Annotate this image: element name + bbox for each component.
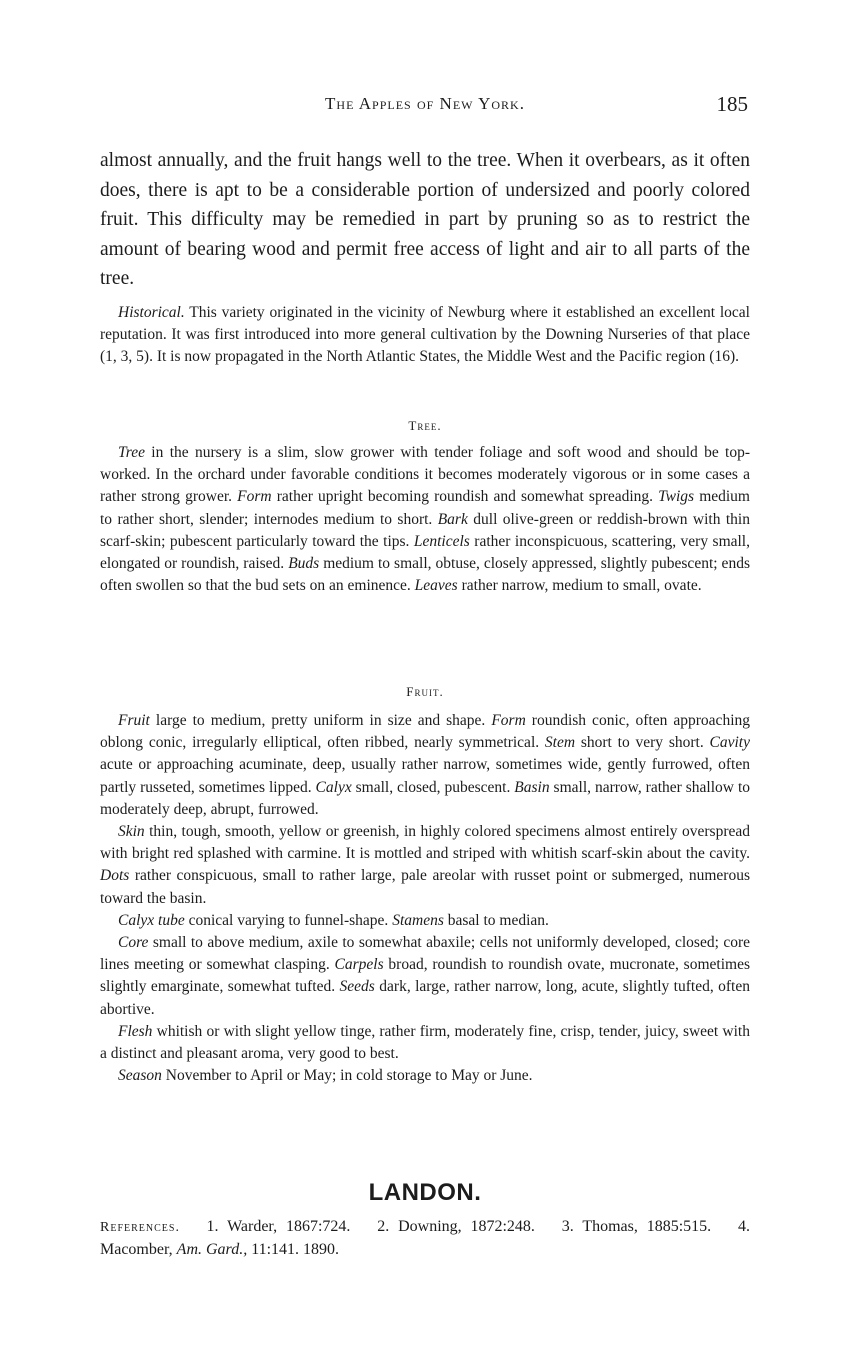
term: Bark	[437, 510, 468, 528]
reference-number: 3.	[561, 1218, 574, 1235]
tree-section	[100, 442, 750, 597]
page-header	[100, 92, 750, 122]
term: Buds	[288, 555, 320, 573]
variety-title: LANDON.	[368, 1179, 482, 1206]
description: small, narrow, rather shallow to moderately deep, abrupt, furrowed.	[100, 778, 750, 818]
tree-paragraph	[100, 442, 750, 597]
running-title: The Apples of New York.	[325, 94, 525, 113]
fruit-heading: Fruit.	[406, 684, 444, 699]
skin-paragraph	[100, 821, 750, 910]
fruit-paragraph	[100, 710, 750, 821]
term: Leaves	[414, 577, 458, 595]
description: small, closed, pubescent.	[351, 778, 515, 796]
page-number: 185	[716, 92, 748, 116]
description: roundish conic, often approaching oblong conic, irregularly elliptical, often ribbed, nearly symmetrical.	[100, 712, 750, 752]
references	[100, 1216, 750, 1261]
description: small to above medium, axile to somewhat abaxile; cells not uniformly developed, closed; core lines meeting or somewhat clasping.	[100, 934, 750, 974]
description: rather narrow, medium to small, ovate.	[457, 577, 702, 595]
description: broad, roundish to roundish ovate, mucronate, sometimes slightly emarginate, somewhat tufted.	[100, 956, 750, 996]
calyx-tube-paragraph	[100, 910, 750, 932]
reference-number: 1.	[206, 1218, 219, 1235]
term: Lenticels	[413, 532, 470, 550]
reference-item	[562, 1218, 711, 1235]
description: dull olive-green or reddish-brown with thin scarf-skin; pubescent particularly toward the tips.	[100, 510, 750, 550]
season-paragraph	[100, 1065, 750, 1087]
lead-paragraph: almost annually, and the fruit hangs well to the tree. When it overbears, as it often does, there is apt to be a considerable portion of undersized and poorly colored fruit. This difficulty may be remedied in part by pruning so as to restrict the amount of bearing wood and permit free access of light and air to all parts of the tree.	[100, 150, 750, 290]
term: Tree	[118, 444, 145, 461]
description: medium to small, obtuse, closely appressed, slightly pubescent; ends often swollen so that the bud sets on an eminence.	[100, 555, 750, 595]
term: Fruit	[118, 712, 150, 729]
historical-paragraph	[100, 302, 750, 369]
references-label: References.	[100, 1220, 180, 1235]
reference-item	[377, 1218, 535, 1235]
term: Form	[491, 712, 526, 729]
historical-text: This variety originated in the vicinity of Newburg where it established an excellent local reputation. It was first introduced into more general cultivation by the Downing Nurseries of that place (1, 3, 5). It is now propagated in the North Atlantic States, the Middle West and the Pacific region (16).	[100, 304, 750, 366]
description: in the nursery is a slim, slow grower with tender foliage and soft wood and should be top-worked. In the orchard under favorable conditions it becomes moderately vigorous or in some cases a rather strong grower.	[100, 444, 750, 506]
description: basal to median.	[443, 911, 549, 929]
tree-heading: Tree.	[408, 418, 442, 433]
historical-term: Historical.	[118, 304, 185, 321]
reference-item	[207, 1218, 351, 1235]
reference-text: Downing, 1872:248.	[398, 1218, 535, 1235]
description: acute or approaching acuminate, deep, usually rather narrow, sometimes wide, gently furrowed, often partly russeted, sometimes lipped.	[100, 756, 750, 796]
term: Twigs	[658, 488, 695, 506]
reference-text: Macomber,	[100, 1241, 177, 1258]
description: dark, large, rather narrow, long, acute, slightly tufted, often abortive.	[100, 978, 750, 1018]
term: Core	[118, 934, 149, 952]
term: Stamens	[392, 911, 444, 929]
term: Season	[118, 1067, 162, 1085]
description: November to April or May; in cold storage to May or June.	[161, 1067, 533, 1085]
description: large to medium, pretty uniform in size and shape.	[149, 712, 492, 729]
reference-journal: Am. Gard.,	[176, 1241, 248, 1258]
reference-text: Thomas, 1885:515.	[582, 1218, 712, 1235]
fruit-section	[100, 710, 750, 1087]
reference-tail: 11:141. 1890.	[247, 1241, 340, 1258]
description: rather upright becoming roundish and somewhat spreading.	[271, 488, 659, 506]
description: short to very short.	[575, 734, 710, 752]
description: rather inconspicuous, scattering, very small, elongated or roundish, raised.	[100, 532, 750, 573]
reference-number: 4.	[738, 1218, 751, 1235]
term: Cavity	[709, 734, 750, 752]
description: whitish or with slight yellow tinge, rather firm, moderately fine, crisp, tender, juicy, sweet with a distinct and pleasant aroma, very good to best.	[100, 1022, 750, 1063]
term: Calyx tube	[118, 911, 185, 929]
flesh-paragraph	[100, 1021, 750, 1065]
term: Carpels	[334, 956, 384, 974]
term: Dots	[100, 867, 130, 885]
term: Flesh	[118, 1022, 153, 1040]
term: Seeds	[339, 978, 375, 996]
description: thin, tough, smooth, yellow or greenish, in highly colored specimens almost entirely overspread with bright red splashed with carmine. It is mottled and striped with whitish scarf-skin about the cavity.	[100, 823, 750, 863]
term: Skin	[118, 823, 145, 841]
core-paragraph	[100, 932, 750, 1021]
description: medium to rather short, slender; internodes medium to short.	[100, 488, 750, 528]
term: Calyx	[315, 778, 352, 796]
reference-number: 2.	[377, 1218, 390, 1235]
historical-section	[100, 302, 750, 369]
term: Form	[237, 488, 272, 506]
reference-text: Warder, 1867:724.	[227, 1218, 351, 1235]
description: conical varying to funnel-shape.	[184, 911, 393, 929]
description: rather conspicuous, small to rather large, pale areolar with russet point or submerged, numerous toward the basin.	[100, 867, 750, 907]
term: Stem	[544, 734, 576, 752]
term: Basin	[514, 778, 550, 796]
